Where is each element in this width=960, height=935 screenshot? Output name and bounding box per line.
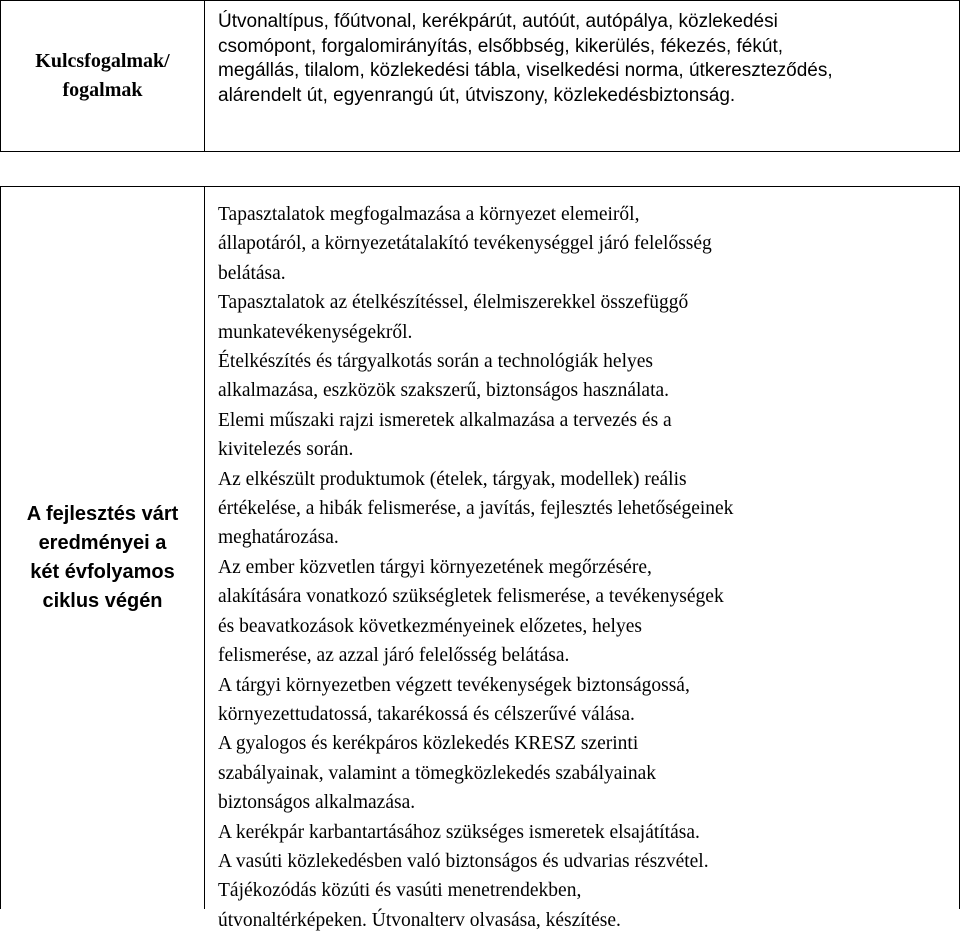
label-line: két évfolyamos [30,561,175,583]
label-line: eredményei a [38,532,167,554]
text-line: A tárgyi környezetben végzett tevékenységek biztonságossá, [218,674,690,696]
text-line: belátása. [218,262,286,284]
text-line: kivitelezés során. [218,439,354,461]
text-line: biztonságos alkalmazása. [218,792,416,814]
text-line: Ételkészítés és tárgyalkotás során a technológiák helyes [218,351,653,373]
key-concepts-row [0,0,960,152]
text-line: és beavatkozások következményeinek előzetes, helyes [218,615,642,637]
text-line: szabályainak, valamint a tömegközlekedés szabályainak [218,762,657,784]
expected-results-row [0,186,960,931]
text-line: környezettudatossá, takarékossá és célszerűvé válása. [218,703,635,725]
text-line: Tapasztalatok az ételkészítéssel, élelmiszerekkel összefüggő [218,292,689,314]
text-line: állapotáról, a környezetátalakító tevékenységgel járó felelősség [218,233,712,255]
text-line: Az elkészült produktumok (ételek, tárgyak, modellek) reális [218,468,687,490]
text-line: Útvonaltípus, főútvonal, kerékpárút, autóút, autópálya, közlekedési [218,11,778,32]
label-line: ciklus végén [42,590,163,612]
text-line: alakítására vonatkozó szükségletek felismerése, a tevékenységek [218,586,724,608]
label-line: fogalmak [62,79,143,101]
text-line: alárendelt út, egyenrangú út, útviszony, közlekedésbiztonság. [218,84,736,106]
text-line: megállás, tilalom, közlekedési tábla, viselkedési norma, útkereszteződés, [218,60,833,81]
text-line: Tájékozódás közúti és vasúti menetrendekben, [218,880,582,902]
text-line: A gyalogos és kerékpáros közlekedés KRESZ szerinti [218,733,639,755]
text-line: Az ember közvetlen tárgyi környezetének megőrzésére, [218,556,652,578]
text-line: A vasúti közlekedésben való biztonságos és udvarias részvétel. [218,850,709,872]
text-line: Elemi műszaki rajzi ismeretek alkalmazása a tervezés és a [218,409,672,431]
text-line: értékelése, a hibák felismerése, a javítás, fejlesztés lehetőségeinek [218,498,734,520]
expected-results-text [205,187,959,931]
text-line: meghatározása. [218,527,339,549]
text-line: munkatevékenységekről. [218,321,413,343]
text-line: csomópont, forgalomirányítás, elsőbbség, kikerülés, fékezés, fékút, [218,35,783,57]
text-line: Tapasztalatok megfogalmazása a környezet elemeiről, [218,204,640,225]
text-line: A kerékpár karbantartásához szükséges ismeretek elsajátítása. [218,821,700,843]
text-line: útvonaltérképeken. Útvonalterv olvasása, készítése. [218,909,621,931]
text-line: felismerése, az azzal járó felelősség belátása. [218,645,570,667]
label-line: Kulcsfogalmak/ [35,50,170,72]
expected-results-label [1,187,205,909]
label-line: A fejlesztés várt [26,503,179,525]
text-line: alkalmazása, eszközök szakszerű, biztonságos használata. [218,380,670,402]
key-concepts-label [1,1,205,151]
key-concepts-text [205,1,959,151]
